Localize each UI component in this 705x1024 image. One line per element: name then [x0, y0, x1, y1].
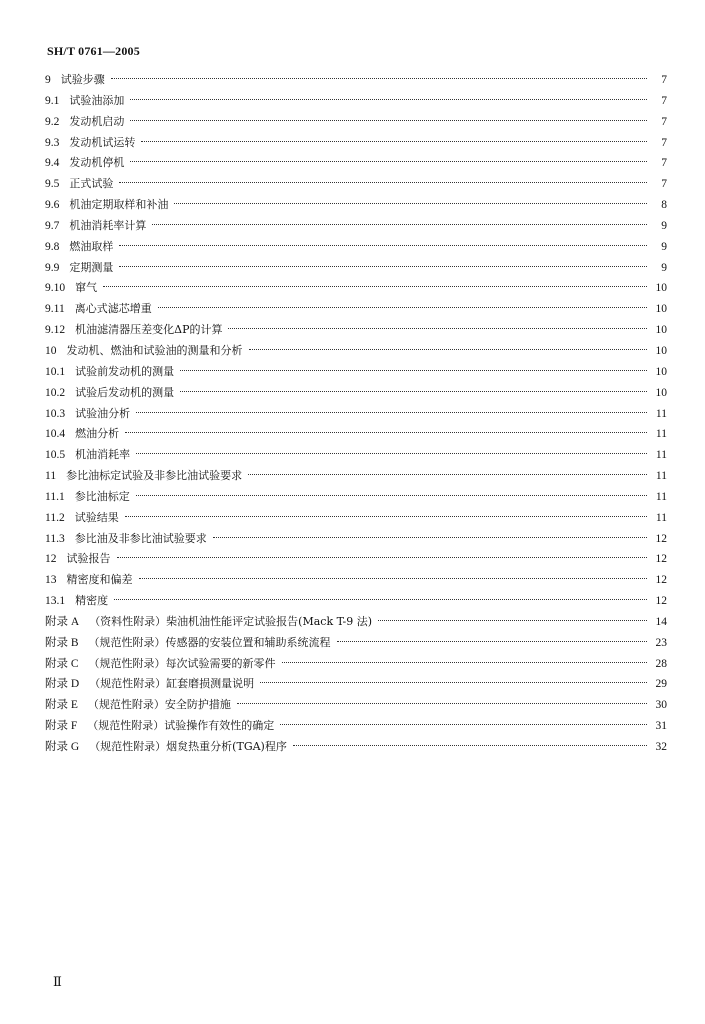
toc-entry-number: 12 — [45, 553, 57, 566]
toc-entry — [45, 91, 667, 112]
toc-entry-number: 9.2 — [45, 115, 60, 128]
toc-entry-number: 10.3 — [45, 407, 66, 420]
dot-leader — [136, 408, 647, 413]
toc-entry — [45, 70, 667, 91]
toc-entry-page: 10 — [655, 324, 667, 337]
dot-leader — [103, 282, 647, 287]
toc-entry-number: 11.3 — [45, 532, 65, 545]
toc-entry-title: 参比油标定 — [74, 489, 130, 503]
toc-entry-title: 试验结果 — [74, 510, 119, 524]
dot-leader — [130, 116, 647, 121]
toc-entry-page: 7 — [661, 74, 667, 86]
toc-entry-title: （规范性附录）安全防护措施 — [87, 698, 231, 712]
toc-entry-page: 9 — [661, 219, 667, 232]
dot-leader — [282, 658, 647, 663]
toc-entry-title: 试验后发动机的测量 — [75, 385, 175, 399]
toc-entry-page: 11 — [655, 490, 667, 503]
toc-entry-number: 10.1 — [45, 365, 66, 378]
toc-entry-page: 12 — [655, 574, 667, 587]
toc-entry — [45, 508, 667, 529]
toc-entry-page: 14 — [655, 615, 667, 628]
dot-leader — [180, 366, 647, 371]
dot-leader — [237, 699, 647, 704]
standard-number-header: SH/T 0761—2005 — [47, 44, 140, 58]
toc-entry — [45, 633, 667, 654]
dot-leader — [119, 241, 647, 246]
toc-entry-page: 10 — [655, 344, 667, 357]
toc-entry-title: 发动机停机 — [69, 156, 125, 170]
toc-entry-number: 附录 A — [45, 615, 80, 628]
dot-leader — [130, 157, 647, 162]
toc-entry-number: 9.1 — [45, 94, 60, 107]
toc-entry-number: 10.5 — [45, 449, 66, 462]
toc-entry-number: 9.8 — [45, 240, 60, 253]
toc-entry — [45, 153, 667, 174]
toc-entry-title: 燃油取样 — [69, 239, 114, 253]
toc-entry — [45, 591, 667, 612]
toc-entry — [45, 716, 667, 737]
toc-entry-title: （规范性附录）缸套磨损测量说明 — [89, 677, 255, 691]
toc-entry-title: 正式试验 — [69, 177, 114, 191]
toc-entry-number: 9.9 — [45, 261, 60, 274]
dot-leader — [378, 616, 647, 621]
toc-entry — [45, 237, 667, 258]
toc-entry-page: 11 — [655, 428, 667, 441]
toc-entry-number: 11 — [45, 470, 57, 483]
toc-entry — [45, 404, 667, 425]
dot-leader — [249, 345, 648, 350]
toc-entry-number: 附录 C — [45, 657, 79, 670]
toc-entry-page: 28 — [655, 657, 667, 670]
dot-leader — [119, 178, 647, 183]
toc-entry-title: 发动机启动 — [69, 114, 125, 128]
toc-entry-page: 31 — [655, 720, 667, 733]
toc-entry-page: 30 — [655, 699, 667, 712]
dot-leader — [248, 470, 647, 475]
toc-entry-title: 机油消耗率计算 — [69, 218, 147, 232]
toc-entry — [45, 674, 667, 695]
toc-entry-number: 9.3 — [45, 136, 60, 149]
toc-entry — [45, 341, 667, 362]
toc-entry-page: 11 — [655, 470, 667, 483]
toc-entry-title: 燃油分析 — [75, 427, 120, 441]
page-number-footer: Ⅱ — [53, 974, 62, 989]
dot-leader — [213, 533, 647, 538]
toc-entry-title: 试验前发动机的测量 — [75, 364, 175, 378]
toc-entry — [45, 737, 667, 758]
dot-leader — [280, 720, 647, 725]
toc-entry-title: 参比油及非参比油试验要求 — [74, 531, 207, 545]
toc-entry-number: 附录 B — [45, 636, 79, 649]
dot-leader — [293, 741, 647, 746]
dot-leader — [114, 595, 647, 600]
dot-leader — [136, 491, 647, 496]
toc-entry-page: 12 — [655, 532, 667, 545]
toc-entry — [45, 424, 667, 445]
toc-entry-number: 9.5 — [45, 178, 60, 191]
toc-entry-page: 9 — [661, 261, 667, 274]
dot-leader — [158, 303, 647, 308]
toc-entry-title: 离心式滤芯增重 — [74, 302, 152, 316]
dot-leader — [260, 678, 647, 683]
toc-entry-title: 窜气 — [75, 281, 98, 295]
toc-entry-page: 10 — [655, 386, 667, 399]
toc-entry — [45, 466, 667, 487]
toc-entry-number: 11.2 — [45, 511, 65, 524]
toc-entry — [45, 654, 667, 675]
toc-entry-page: 7 — [661, 136, 667, 149]
table-of-contents — [45, 70, 667, 758]
toc-entry-number: 10 — [45, 344, 57, 357]
dot-leader — [152, 220, 647, 225]
dot-leader — [125, 512, 647, 517]
toc-entry-title: 机油定期取样和补油 — [69, 198, 169, 212]
toc-entry-page: 12 — [655, 553, 667, 566]
dot-leader — [141, 137, 647, 142]
toc-entry-page: 11 — [655, 449, 667, 462]
toc-entry-number: 9.4 — [45, 157, 60, 170]
dot-leader — [117, 553, 648, 558]
dot-leader — [111, 74, 647, 79]
dot-leader — [119, 262, 647, 267]
toc-entry-title: 机油消耗率 — [75, 448, 131, 462]
toc-entry-number: 附录 G — [45, 741, 80, 753]
toc-entry-title: 发动机试运转 — [69, 135, 136, 149]
toc-entry — [45, 258, 667, 279]
toc-entry-title: （规范性附录）烟炱热重分析(TGA)程序 — [89, 740, 287, 753]
toc-entry — [45, 195, 667, 216]
toc-entry-number: 9.7 — [45, 219, 60, 232]
toc-entry — [45, 362, 667, 383]
toc-entry — [45, 383, 667, 404]
toc-entry-page: 7 — [661, 157, 667, 170]
dot-leader — [125, 428, 647, 433]
toc-entry-page: 32 — [655, 741, 667, 753]
toc-entry — [45, 612, 667, 633]
toc-entry-title: 精密度和偏差 — [66, 573, 133, 587]
dot-leader — [228, 324, 647, 329]
toc-entry-number: 附录 F — [45, 720, 78, 733]
toc-entry-number: 9.6 — [45, 199, 60, 212]
toc-entry — [45, 529, 667, 550]
toc-entry — [45, 695, 667, 716]
toc-entry-number: 13 — [45, 574, 57, 587]
toc-entry-title: 机油滤清器压差变化ΔP的计算 — [75, 323, 223, 337]
toc-entry-title: （资料性附录）柴油机油性能评定试验报告(Mack T-9 法) — [89, 614, 373, 628]
toc-entry-number: 13.1 — [45, 595, 66, 608]
dot-leader — [180, 387, 647, 392]
toc-entry-title: 精密度 — [75, 594, 109, 608]
toc-entry — [45, 487, 667, 508]
toc-entry-page: 10 — [655, 282, 667, 295]
toc-entry-number: 9.12 — [45, 324, 66, 337]
toc-entry-page: 10 — [655, 303, 667, 316]
toc-entry-number: 9.11 — [45, 303, 65, 316]
toc-entry-number: 附录 D — [45, 678, 80, 691]
dot-leader — [136, 449, 647, 454]
dot-leader — [130, 95, 647, 100]
toc-entry-page: 11 — [655, 407, 667, 420]
toc-entry-title: （规范性附录）每次试验需要的新零件 — [88, 656, 276, 670]
toc-entry — [45, 549, 667, 570]
toc-entry-title: （规范性附录）传感器的安装位置和辅助系统流程 — [88, 635, 331, 649]
toc-entry-page: 8 — [661, 199, 667, 212]
toc-entry — [45, 133, 667, 154]
toc-entry — [45, 112, 667, 133]
toc-entry — [45, 216, 667, 237]
dot-leader — [174, 199, 647, 204]
toc-entry-number: 10.2 — [45, 386, 66, 399]
toc-entry-number: 11.1 — [45, 490, 65, 503]
toc-entry-page: 7 — [661, 115, 667, 128]
toc-entry-page: 10 — [655, 365, 667, 378]
toc-entry-title: 试验报告 — [66, 552, 111, 566]
toc-entry-title: 试验油添加 — [69, 93, 125, 107]
toc-entry — [45, 299, 667, 320]
toc-entry-title: （规范性附录）试验操作有效性的确定 — [87, 719, 275, 733]
toc-entry-number: 10.4 — [45, 428, 66, 441]
toc-entry-page: 9 — [661, 240, 667, 253]
toc-entry-page: 7 — [661, 94, 667, 107]
toc-entry-title: 试验步骤 — [60, 73, 105, 86]
toc-entry-title: 定期测量 — [69, 260, 114, 274]
toc-entry-page: 29 — [655, 678, 667, 691]
toc-entry-number: 9.10 — [45, 282, 66, 295]
toc-entry-page: 11 — [655, 511, 667, 524]
toc-entry-number: 附录 E — [45, 699, 78, 712]
toc-entry-page: 7 — [661, 178, 667, 191]
toc-entry — [45, 278, 667, 299]
toc-entry-title: 试验油分析 — [75, 406, 131, 420]
toc-entry — [45, 570, 667, 591]
dot-leader — [139, 574, 648, 579]
toc-entry-page: 12 — [655, 595, 667, 608]
toc-entry-title: 发动机、燃油和试验油的测量和分析 — [66, 343, 243, 357]
toc-entry-page: 23 — [655, 636, 667, 649]
toc-entry-number: 9 — [45, 74, 51, 86]
dot-leader — [337, 637, 647, 642]
toc-entry — [45, 445, 667, 466]
toc-entry — [45, 174, 667, 195]
toc-entry-title: 参比油标定试验及非参比油试验要求 — [66, 469, 243, 483]
toc-entry — [45, 320, 667, 341]
